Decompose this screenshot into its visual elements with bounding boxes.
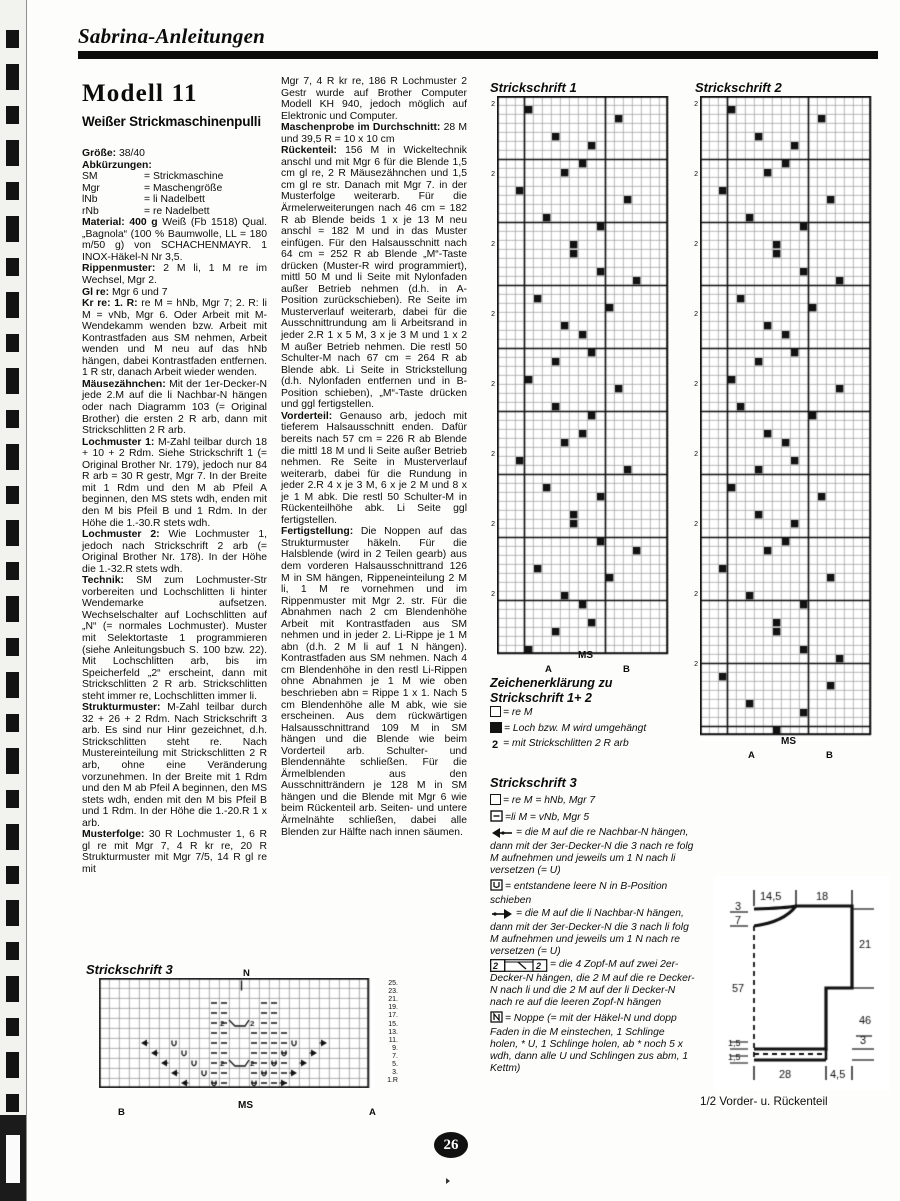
row-number: 5.: [392, 1061, 398, 1068]
legend-item: [490, 810, 695, 826]
repeat-marker-a: A: [369, 1107, 376, 1118]
row-tick: 2: [491, 591, 495, 598]
legend-item: [490, 1011, 695, 1075]
legend-item: [490, 827, 695, 877]
empty-needle-icon: [490, 879, 503, 895]
abbreviation-row: rNb = re Nadelbett: [82, 205, 210, 217]
legend-title-line2: Strickschrift 1+ 2: [490, 690, 592, 705]
binding-punch: [6, 444, 19, 470]
binding-punch: [6, 520, 19, 546]
repeat-label-ms: MS: [578, 650, 593, 661]
chart-strickschrift-3: [99, 978, 374, 1088]
purl-square-icon: [490, 810, 503, 826]
abbreviation-row: Mgr = Maschengröße: [82, 182, 223, 194]
schematic-caption: 1/2 Vorder- u. Rückenteil: [700, 1095, 828, 1108]
two-rows-icon: 2: [492, 739, 499, 752]
row-tick: 2: [491, 311, 495, 318]
legend-strickschrift-1-2: [490, 676, 695, 752]
legend-item-list: [490, 706, 695, 752]
row-number: 3.: [392, 1069, 398, 1077]
svg-text:2: 2: [493, 961, 499, 972]
row-number: 13.: [388, 1028, 398, 1036]
instruction-paragraph: Strukturmuster: M-Zahl teilbar durch 32 + 26 + 2 Rdm. Nach Strickschrift 3 arb. Es sind nur Hinr gezeichnet, d.h. Strickschlitten steht re. Nach Mustereinteilung mit Strickschlitten 2 R arb, ohne eine Veränderung vorzunehmen. In der Breite mit 1 Rdm und den M ab Pfeil A beginnen, den MS stets wdh, enden mit den M bis Pfeil B und 1 Rdm. In der Höhe die 1.-20.R 1 x arb.: [82, 702, 267, 829]
row-tick: 2: [694, 521, 698, 528]
strickschrift-2-grid: [700, 96, 872, 741]
legend-item-list-3: [490, 794, 695, 1075]
instructions-column-2: [281, 76, 467, 838]
row-tick: 2: [491, 241, 495, 248]
instruction-paragraph: Gl re: Mgr 6 und 7: [82, 286, 168, 298]
binding-punch: [6, 824, 19, 850]
binding-punch: [6, 292, 19, 318]
schematic-drawing: [714, 876, 890, 1091]
row-number: 19.: [388, 1004, 398, 1012]
row-tick: 2: [491, 451, 495, 458]
legend-item-text: = die M auf die li Nachbar-N hängen, dann mit der 3er-Decker-N die 3 nach li folg M aufnehmen und jeweils um 1 N nach re versetzen (= U): [490, 907, 689, 958]
binding-punch: [6, 900, 19, 926]
abbreviation-row: SM = Strickmaschine: [82, 171, 224, 183]
legend-item-text: = re M = hNb, Mgr 7: [503, 795, 596, 806]
legend-item: [490, 879, 695, 907]
binding-punch: [6, 1052, 19, 1078]
row-tick: 2: [694, 591, 698, 598]
chart-strickschrift-1: [497, 96, 669, 656]
repeat-marker-a: A: [748, 750, 755, 761]
legend-heading-strickschrift-3: Strickschrift 3: [490, 775, 577, 790]
masthead-rule: [78, 51, 878, 59]
legend-item: [490, 959, 695, 1009]
size-line: Größe: 38/40: [82, 148, 145, 159]
instruction-paragraph: Mäusezähnchen: Mit der 1er-Decker-N jede 2.M auf die li Nachbar-N hängen oder nach Diagramm 103 (= Original Brother) die ersten 2 R arb, dann mit Strickschlitten 2 R arb.: [82, 378, 267, 437]
row-number: 9.: [392, 1044, 398, 1052]
chart-heading-strickschrift-3-big: Strickschrift 3: [86, 962, 173, 977]
svg-text:2: 2: [536, 961, 542, 972]
binding-punch: [6, 866, 19, 884]
row-tick: 2: [694, 381, 698, 388]
empty-square-icon: [490, 794, 501, 809]
row-number: 1.R: [387, 1077, 398, 1085]
repeat-marker-a: A: [545, 664, 552, 675]
legend-item: [490, 908, 695, 958]
legend-item: [490, 738, 695, 752]
legend-title-line1: Zeichenerklärung zu: [490, 676, 613, 690]
strickschrift-1-grid: [497, 96, 669, 656]
binding-punch: [6, 216, 19, 242]
row-tick: 2: [694, 661, 698, 668]
instruction-paragraph: Kr re: 1. R: re M = hNb, Mgr 7; 2. R: li M = vNb, Mgr 6. Oder Arbeit mit M-Wendekamm wenden bzw. Arbeit mit Kontrastfaden aus SM nehmen, Arbeit wenden und M neu auf das hNb hängen, dabei Kontrastfaden entfernen. 1 R str, danach Arbeit wieder wenden.: [82, 298, 267, 379]
instructions-column-1: [82, 148, 267, 875]
filled-square-icon: [490, 722, 502, 737]
row-tick: 2: [694, 311, 698, 318]
binding-punch: [6, 486, 19, 504]
abbreviation-row: lNb = li Nadelbett: [82, 194, 205, 206]
row-number: 15.: [388, 1020, 398, 1028]
instruction-paragraph: Musterfolge: 30 R Lochmuster 1, 6 R gl re mit Mgr 7, 4 R kr re, 20 R Strukturmuster mit Mgr 7/5, 14 R gl re mit: [82, 829, 267, 875]
bobble-marker: N: [243, 968, 250, 979]
row-number: 17.: [388, 1012, 398, 1020]
binding-punch: [6, 30, 19, 48]
repeat-marker-b: B: [826, 750, 833, 761]
garment-schematic: [714, 876, 890, 1096]
legend-item: [490, 722, 695, 737]
binding-punch: [6, 106, 19, 124]
row-number: 11.: [388, 1036, 398, 1044]
row-tick: 2: [491, 101, 495, 108]
instruction-paragraph: Rückenteil: 156 M in Wickeltechnik anschl und mit Mgr 6 für die Blende 1,5 cm gl re, 2 R Mäusezähnchen und 1,5 cm gl re str. Danach mit Mgr 7. in der Musterfolge weiterarb. Für die Ärmelerweiterungen nach 46 cm = 182 R ab Blende beids 1 x je 13 M neu anschl = 182 M und in das Muster einfügen. Für den Halsausschnitt nach 64 cm = 252 R ab Blende „M“-Taste drücken (Muster-R wird programmiert), mittl 50 M und li Seite mit Nylonfaden außer Betrieb nehmen (d.h. in A-Position zurückschieben). Re Seite im Musterverlauf weiterarb, dabei für die Ausschnittrundung am li Arbeitsrand in jeder 2.R 1 x 5 M, 3 x je 3 M und 1 x 2 M außer Betrieb nehmen. Die restl 50 Schulter-M nach 67 cm = 264 R ab Blende abk. Li Seite in Strickstellung (d.h. Nylonfaden entfernen und in B-Position schieben), „M“-Taste drücken und ggl fertigstellen.: [281, 145, 467, 411]
binding-punch: [6, 140, 19, 166]
page-title: Modell 11: [82, 80, 198, 107]
footer-marker: [446, 1178, 450, 1184]
legend-item-text: =li M = vNb, Mgr 5: [505, 812, 590, 824]
repeat-label-ms: MS: [238, 1100, 253, 1111]
row-tick: 2: [694, 101, 698, 108]
row-tick: 2: [491, 521, 495, 528]
instruction-paragraph: Technik: SM zum Lochmuster-Str vorbereiten und Lochschlitten li hinter Wendemarke aufsetzen. Wechselschalter auf Lochschlitten auf „N“ (= normales Lochmuster). Muster mit Selektortaste 1 programmieren (siehe Anleitungsbuch S. 100 bzw. 22). Mit Lochschlitten arb, bis im Speicherfeld „2“ erscheint, dann mit Strickschlitten 2 R arb. Strickschlitten steht immer re, Lochschlitten immer li.: [82, 575, 267, 702]
binding-punch: [6, 182, 19, 200]
instruction-paragraph: Material: 400 g Weiß (Fb 1518) Qual. „Bagnola“ (100 % Baumwolle, LL = 180 m/50 g) von SCHACHENMAYR. 1 INOX-Häkel-N Nr 3,5.: [82, 217, 267, 263]
masthead-title: Sabrina-Anleitungen: [78, 24, 266, 48]
row-tick: 2: [491, 381, 495, 388]
binding-punch: [6, 596, 19, 622]
repeat-label-ms: MS: [781, 736, 796, 747]
row-tick: 2: [694, 241, 698, 248]
legend-strickschrift-3: [490, 793, 695, 1075]
strickschrift-3-grid: [99, 978, 374, 1088]
chart-heading-strickschrift-1: Strickschrift 1: [490, 80, 577, 95]
instruction-paragraph: Mgr 7, 4 R kr re, 186 R Lochmuster 2 Gestr wurde auf Brother Computer Modell KH 940, jedoch möglich auf Elektronic und Computer.: [281, 76, 467, 122]
legend-item-text: = Loch bzw. M wird umgehängt: [504, 723, 647, 735]
instruction-paragraph: Lochmuster 1: M-Zahl teilbar durch 18 + 10 + 2 Rdm. Siehe Strickschrift 1 (= Original Brother Nr. 179), jedoch nur 84 R arb = 30 R gestr, Mgr 7. In der Breite mit 1 Rdm und den M ab Pfeil A beginnen, den MS stets wdh, enden mit den M bis Pfeil B und 1 Rdm. In der Höhe die 1.-30.R stets wdh.: [82, 436, 267, 529]
binding-punch: [6, 714, 19, 732]
binding-punch: [6, 790, 19, 808]
binding-punch: [6, 748, 19, 774]
binding-punch: [6, 368, 19, 394]
binding-punch: [6, 258, 19, 276]
instruction-paragraph: Lochmuster 2: Wie Lochmuster 1, jedoch nach Strickschrift 2 arb (= Original Brother Nr. 178). In der Höhe die 1.-32.R stets wdh.: [82, 529, 268, 575]
binding-punch: [6, 562, 19, 580]
legend-item-text: = re M: [503, 707, 533, 718]
repeat-marker-b: B: [623, 664, 630, 675]
row-number: 7.: [392, 1052, 398, 1060]
legend-item-text: = entstandene leere N in B-Position schieben: [490, 880, 668, 906]
bobble-icon: [490, 1011, 503, 1027]
instruction-paragraph: Fertigstellung: Die Noppen auf das Strukturmuster häkeln. Für die Halsblende (wird in 2 Teilen gearb) aus dem vorderen Halsausschnittrand 126 M in SM hängen, Rippeneinteilung 2 M li, 1 M re vornehmen und im Rippenmuster mit Mgr 2. str. Für die Abnahmen nach 2 cm Blendenhöhe Arbeit mit Kontrastfaden aus SM nehmen und in jeder 2. Li-Rippe je 1 M abn (d.h. 2 M li auf 1 N hängen). Kontrastfaden aus SM nehmen. Nach 4 cm Blendenhöhe in den restl Li-Rippen ohne Abnahmen je 1 M wie oben beschrieben abn = Rippe 1 x 1. Nach 5 cm Blendenhöhe alle M abk, wie sie erscheinen. Aus dem rückwärtigen Halsausschnittrand 109 M in SM hängen und die Blende wie beim Vorderteil arb. Schulter- und Blendennähte schließen. Für die Ärmelblenden aus den Ausschnitträndern je 128 M in SM hängen und die Blende mit Mgr 6 wie beim Rückenteil arb. Seiten- und untere Ärmelnähte schließen, dabei alle Blenden zur Hälfte nach innen säumen.: [281, 526, 467, 838]
binding-punch-strip: [6, 0, 22, 1201]
legend-item-text: = Noppe (= mit der Häkel-N und dopp Faden in die M einstechen, 1 Schlinge holen, * U, 1 Schlinge holen, ab * noch 5 x wdh, dann alle U und Schlingen zus abm, 1 Kettm): [490, 1012, 689, 1074]
binding-punch: [6, 672, 19, 698]
legend-item: [490, 794, 695, 809]
binding-punch: [6, 942, 19, 960]
row-tick: 2: [694, 171, 698, 178]
scan-artifact-light: [6, 1135, 20, 1183]
binding-punch: [6, 976, 19, 1002]
legend-item-text: = mit Strickschlitten 2 R arb: [503, 738, 629, 750]
row-tick: 2: [694, 451, 698, 458]
instruction-paragraph: Rippenmuster: 2 M li, 1 M re im Wechsel, Mgr 2.: [82, 263, 267, 287]
instruction-paragraph: Vorderteil: Genauso arb, jedoch mit tieferem Halsausschnitt enden. Dafür bereits nach 57 cm = 226 R ab Blende die mittl 18 M und li Seite außer Betrieb nehmen. Re Seite in Musterverlauf weiterarb, dabei für die Rundung in jeder 2.R 4 x je 3 M, 6 x je 2 M und 8 x je 1 M abk. Die restl 50 Schulter-M in Rückenteilhöhe abk. Li Seite ggl fertigstellen.: [281, 410, 467, 526]
chart-heading-strickschrift-2: Strickschrift 2: [695, 80, 782, 95]
binding-punch: [6, 64, 19, 90]
transfer-right-icon: [490, 908, 514, 922]
binding-punch: [6, 638, 19, 656]
row-number: 21.: [388, 996, 398, 1004]
page-subtitle: Weißer Strickmaschinenpulli: [82, 114, 261, 129]
cable-cross-icon: [490, 959, 548, 973]
binding-punch: [6, 1094, 19, 1112]
row-number: 25.: [388, 980, 398, 987]
chart-strickschrift-2: [700, 96, 872, 741]
page-edge-line: [26, 0, 27, 1201]
empty-square-icon: [490, 706, 501, 721]
legend-item-text: = die M auf die re Nachbar-N hängen, dann mit der 3er-Decker-N die 3 nach re folg M aufnehmen und jeweils um 1 N nach li versetzen (= U): [490, 827, 694, 877]
transfer-left-icon: [490, 827, 514, 841]
legend-item: [490, 706, 695, 721]
abbreviations-label: Abkürzungen:: [82, 159, 152, 171]
binding-punch: [6, 1018, 19, 1036]
legend-item-text: = die 4 Zopf-M auf zwei 2er-Decker-N hängen, die 2 M auf die re Decker-N nach li und die 2 M auf der li Decker-N nach re auf die leeren Zopf-N hängen: [490, 959, 695, 1009]
page-number-badge: 26: [434, 1132, 468, 1158]
repeat-marker-b: B: [118, 1107, 125, 1118]
row-number: 23.: [388, 988, 398, 996]
instruction-paragraph: Maschenprobe im Durchschnitt: 28 M und 39,5 R = 10 x 10 cm: [281, 122, 467, 145]
binding-punch: [6, 334, 19, 352]
masthead: [78, 24, 878, 58]
binding-punch: [6, 410, 19, 428]
row-tick: 2: [491, 171, 495, 178]
